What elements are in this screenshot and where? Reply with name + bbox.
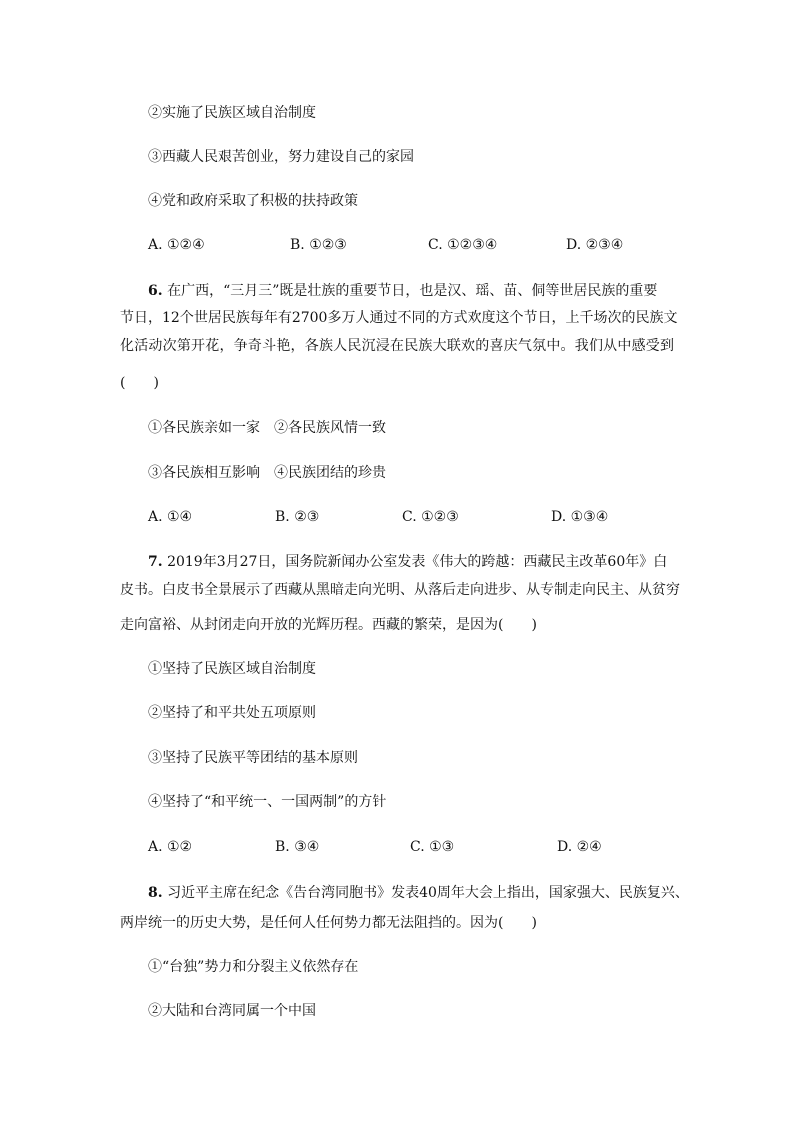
- q8-stem-line-1: [148, 883, 689, 903]
- q5-statement-3: ③西藏人民艰苦创业，努力建设自己的家园: [148, 149, 414, 165]
- q6-option-a: A. ①④: [148, 509, 193, 525]
- q7-statement-4: ④坚持了“和平统一、一国两制”的方针: [148, 794, 387, 810]
- q7-option-a: A. ①②: [148, 839, 193, 855]
- q5-statement-2: ②实施了民族区域自治制度: [148, 105, 316, 121]
- q7-option-c: C. ①③: [410, 839, 455, 855]
- q6-statements-row-2: ③各民族相互影响 ④民族团结的珍贵: [148, 465, 386, 481]
- q7-statement-1: ①坚持了民族区域自治制度: [148, 661, 316, 677]
- q7-stem-line-3: 走向富裕、从封闭走向开放的光辉历程。西藏的繁荣，是因为( ): [120, 617, 537, 633]
- q8-statement-1: ①“台独”势力和分裂主义依然存在: [148, 959, 359, 975]
- q6-answer-blank: ( ): [120, 375, 159, 391]
- q8-stem-line-2: 两岸统一的历史大势，是任何人任何势力都无法阻挡的。因为( ): [120, 915, 537, 931]
- q7-option-b: B. ③④: [275, 839, 320, 855]
- q5-option-a: A. ①②④: [148, 237, 205, 253]
- q6-number: 6.: [148, 283, 163, 299]
- q7-stem-line-1: [148, 552, 667, 572]
- q6-statements-row-1: ①各民族亲如一家 ②各民族风情一致: [148, 420, 386, 436]
- q7-option-d: D. ②④: [557, 839, 602, 855]
- q8-number: 8.: [148, 885, 163, 901]
- q6-stem-line-2: 节日，12个世居民族每年有2700多万人通过不同的方式欢度这个节日，上千场次的民族文: [120, 310, 678, 326]
- q6-option-c: C. ①②③: [402, 509, 459, 525]
- q5-option-d: D. ②③④: [566, 237, 624, 253]
- q6-option-b: B. ②③: [275, 509, 320, 525]
- q7-number: 7.: [148, 554, 163, 570]
- q8-stem-text-1: 习近平主席在纪念《告台湾同胞书》发表40周年大会上指出，国家强大、民族复兴、: [162, 885, 689, 901]
- q5-option-c: C. ①②③④: [428, 237, 498, 253]
- q6-stem-line-1: [148, 281, 657, 301]
- q5-statement-4: ④党和政府采取了积极的扶持政策: [148, 193, 358, 209]
- q5-option-b: B. ①②③: [290, 237, 347, 253]
- q7-stem-text-1: 2019年3月27日，国务院新闻办公室发表《伟大的跨越：西藏民主改革60年》白: [162, 554, 668, 570]
- q7-stem-line-2: 皮书。白皮书全景展示了西藏从黑暗走向光明、从落后走向进步、从专制走向民主、从贫穷: [120, 582, 680, 598]
- q7-statement-2: ②坚持了和平共处五项原则: [148, 705, 316, 721]
- q6-option-d: D. ①③④: [551, 509, 609, 525]
- q8-statement-2: ②大陆和台湾同属一个中国: [148, 1003, 316, 1019]
- q6-stem-line-3: 化活动次第开花，争奇斗艳，各族人民沉浸在民族大联欢的喜庆气氛中。我们从中感受到: [120, 338, 674, 354]
- q7-statement-3: ③坚持了民族平等团结的基本原则: [148, 750, 358, 766]
- q6-stem-text-1: 在广西，“三月三”既是壮族的重要节日，也是汉、瑶、苗、侗等世居民族的重要: [162, 283, 658, 299]
